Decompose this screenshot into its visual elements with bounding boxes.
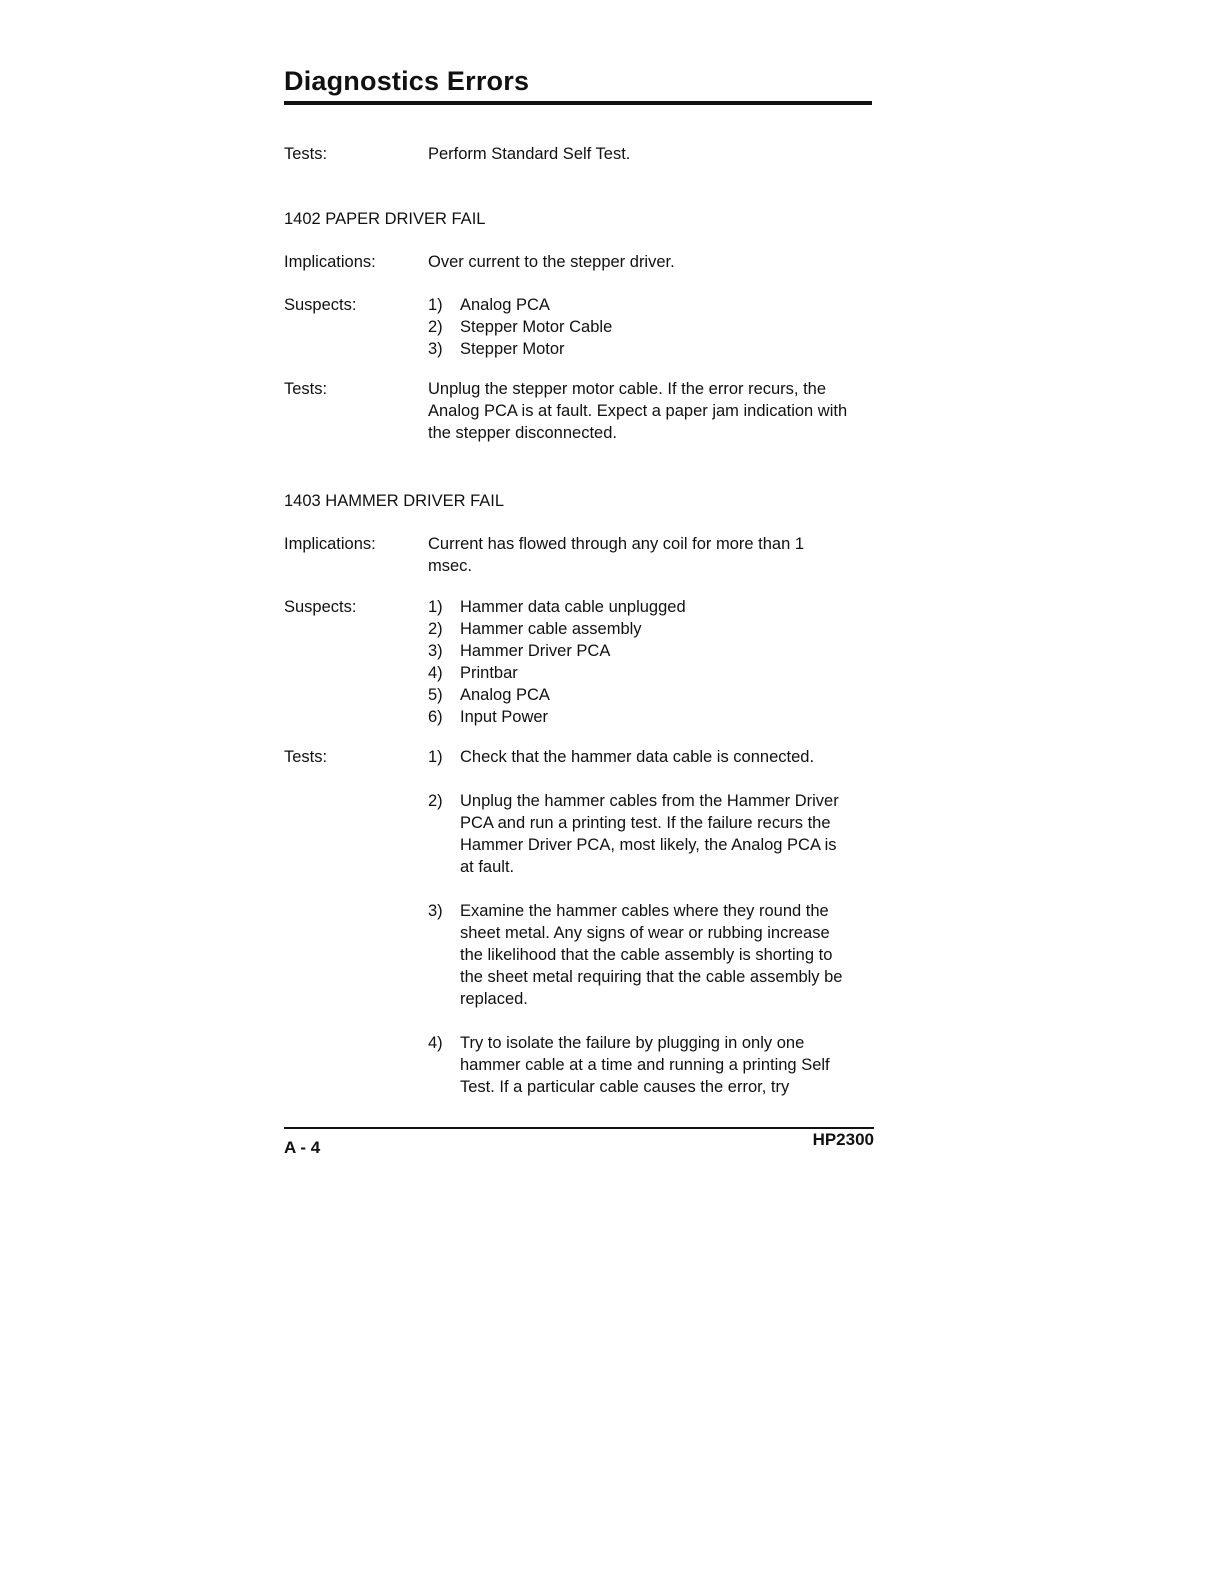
tests-label: Tests: bbox=[284, 748, 328, 766]
page-title: Diagnostics Errors bbox=[284, 66, 530, 96]
list-item: 2) Stepper Motor Cable bbox=[428, 318, 613, 336]
tests-label: Tests: bbox=[284, 380, 328, 398]
tests-text: Unplug the stepper motor cable. If the error recurs, the Analog PCA is at fault. Expect a paper jam indication with the stepper disconnected. bbox=[428, 380, 848, 442]
implications-label: Implications: bbox=[284, 535, 376, 553]
list-item: 3) Hammer Driver PCA bbox=[428, 642, 611, 660]
title-rule bbox=[284, 101, 872, 105]
list-item: 2) Unplug the hammer cables from the Hammer Driver PCA and run a printing test. If the failure recurs the Hammer Driver PCA, most likely, the Analog PCA is at fault. bbox=[428, 792, 839, 876]
list-item: 1) Hammer data cable unplugged bbox=[428, 598, 686, 616]
suspects-label: Suspects: bbox=[284, 598, 357, 616]
list-item: 1) Check that the hammer data cable is connected. bbox=[428, 748, 815, 766]
list-item: 4) Try to isolate the failure by plugging in only one hammer cable at a time and running a printing Self Test. If a particular cable causes the error, try bbox=[428, 1034, 830, 1096]
tests-label: Tests: bbox=[284, 145, 328, 163]
list-item: 5) Analog PCA bbox=[428, 686, 550, 704]
error-heading-1403: 1403 HAMMER DRIVER FAIL bbox=[284, 492, 505, 510]
implications-text: Current has flowed through any coil for more than 1 msec. bbox=[428, 535, 805, 575]
suspects-list-1403 bbox=[428, 596, 874, 728]
list-item: 4) Printbar bbox=[428, 664, 518, 682]
error-heading-1402: 1402 PAPER DRIVER FAIL bbox=[284, 210, 486, 228]
suspects-list-1402 bbox=[428, 294, 874, 360]
product-name: HP2300 bbox=[812, 1130, 874, 1149]
implications-text: Over current to the stepper driver. bbox=[428, 253, 675, 271]
tests-list-1403 bbox=[428, 746, 848, 1098]
list-item: 3) Examine the hammer cables where they round the sheet metal. Any signs of wear or rubbing increase the likelihood that the cable assembly is shorting to the sheet metal requiring that the cable assembly be replaced. bbox=[428, 902, 843, 1008]
tests-text: Perform Standard Self Test. bbox=[428, 145, 631, 163]
implications-label: Implications: bbox=[284, 253, 376, 271]
list-item: 3) Stepper Motor bbox=[428, 340, 565, 358]
footer-rule bbox=[284, 1127, 874, 1129]
page-number: A - 4 bbox=[284, 1138, 321, 1157]
list-item: 1) Analog PCA bbox=[428, 296, 550, 314]
list-item: 2) Hammer cable assembly bbox=[428, 620, 642, 638]
list-item: 6) Input Power bbox=[428, 708, 549, 726]
suspects-label: Suspects: bbox=[284, 296, 357, 314]
